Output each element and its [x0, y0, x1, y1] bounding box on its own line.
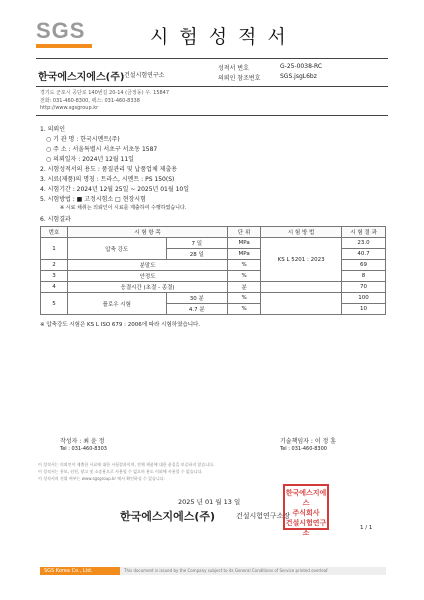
footer-bar — [0, 567, 424, 579]
address-line: 경기도 군포시 공단로 140번길 20-14 (금정동) 우. 15847 — [40, 90, 170, 96]
col-header-item: 시 험 항 목 — [68, 227, 228, 238]
company-division: 건설시험연구소 — [124, 72, 165, 79]
issuer-title: 건설시험연구소장 — [236, 512, 291, 520]
website-line: http://www.sgsgroup.kr — [40, 105, 99, 111]
footer-company: SGS Korea Co., Ltd. — [44, 568, 93, 574]
page-number: 1 / 1 — [360, 525, 373, 531]
field-sample-name: 3. 시료(제품)의 명칭 : 트라스, 시멘트 : PS 150(S) — [40, 176, 175, 183]
table-row: 3 안정도 % 8 — [41, 271, 386, 282]
method-cell: KS L 5201 : 2023 — [261, 238, 342, 282]
writer-tel: Tel : 031-460-8303 — [60, 446, 107, 452]
contact-line: 전화: 031-460-8300, 팩스: 031-460-8338 — [40, 98, 140, 104]
meta-row-client-ref — [218, 73, 380, 82]
writer-signature: 작성자 : 최 윤 정 — [60, 438, 105, 445]
footer-text: This document is issued by the Company subject to its General Conditions of Service printed overleaf. — [124, 568, 329, 573]
meta-label: 성적서 번호 — [218, 65, 249, 72]
issuer-name: 한국에스지에스(주) — [120, 510, 216, 523]
table-row: 2 분말도 % 69 — [41, 260, 386, 271]
field-sample-note: ※ 시료 채취는 의뢰인이 시료를 제출하여 수행하였습니다. — [60, 205, 187, 211]
field-client: 1. 의뢰인 — [40, 126, 66, 133]
col-header-result: 시 험 결 과 — [342, 227, 386, 238]
field-results-heading: 6. 시험결과 — [40, 216, 71, 223]
address-divider — [36, 86, 388, 87]
fine-print-2: 이 성적서는 홍보, 선전, 광고 및 소송용으로 사용될 수 없으며 용도 이외에 사용할 수 없습니다. — [38, 469, 203, 474]
col-header-method: 시 험 방 법 — [261, 227, 342, 238]
table-row: 5 플로우 시험 30 분 % 100 — [41, 293, 386, 304]
meta-row-report-no — [218, 63, 380, 72]
company-seal-stamp: 한국에스지에스 주식회사 건설시험연구소 — [283, 484, 329, 530]
field-purpose: 2. 시험성적서의 용도 : 품질관리 및 납품업체 제출용 — [40, 166, 178, 173]
field-test-period: 4. 시험기간 : 2024년 12월 25일 ~ 2025년 01월 10일 — [40, 186, 189, 193]
header-divider — [36, 58, 388, 59]
company-name: 한국에스지에스(주) — [38, 72, 125, 83]
logo-accent-bar — [36, 44, 92, 48]
document-title: 시험성적서 — [150, 26, 297, 48]
approver-tel: Tel : 031-460-8300 — [280, 446, 327, 452]
table-row: 1 압축 강도 7 일 MPa KS L 5201 : 2023 23.0 — [41, 238, 386, 249]
table-row: 28 일 MPa 40.7 — [41, 249, 386, 260]
field-request-date: ○ 의뢰일자 : 2024년 12월 11일 — [46, 156, 134, 163]
approver-signature: 기술책임자 : 이 정 훈 — [280, 438, 337, 445]
table-row: 4.7 분 % 10 — [41, 304, 386, 315]
col-header-unit: 단 위 — [228, 227, 261, 238]
meta-value: G-25-0038-RC — [280, 63, 323, 70]
field-test-method: 5. 시험방법 : ■ 고정시험소 □ 현장시험 — [40, 196, 146, 203]
meta-value: SGS.jsgL6bz — [280, 73, 317, 80]
body-divider — [36, 115, 388, 116]
issue-date: 2025 년 01 월 13 일 — [178, 498, 241, 506]
field-address: ○ 주 소 : 서울특별시 서초구 서초동 1587 — [46, 146, 158, 153]
field-org-name: ○ 기 관 명 : 한국시멘트(주) — [46, 136, 120, 143]
table-row: 4 응결시간 (초결 - 종결) 분 70 — [41, 282, 386, 293]
sgs-logo — [36, 20, 92, 50]
table-footnote: ※ 압축강도 시험은 KS L ISO 679 : 2006에 따라 시험하였습니다. — [40, 322, 201, 328]
table-header-row — [41, 227, 386, 238]
col-header-no: 번호 — [41, 227, 68, 238]
fine-print-1: 이 성적서는 의뢰인이 제출한 시료에 대한 시험결과이며, 전체 제품에 대한 품질을 보증하지 않습니다. — [38, 462, 215, 467]
fine-print-3: 이 성적서의 진위 여부는 www.sgsgroup.kr 에서 확인하실 수 있습니다. — [38, 476, 165, 481]
logo-text: SGS — [36, 18, 86, 43]
results-table — [40, 226, 386, 315]
meta-label: 의뢰인 참조번호 — [218, 75, 261, 82]
